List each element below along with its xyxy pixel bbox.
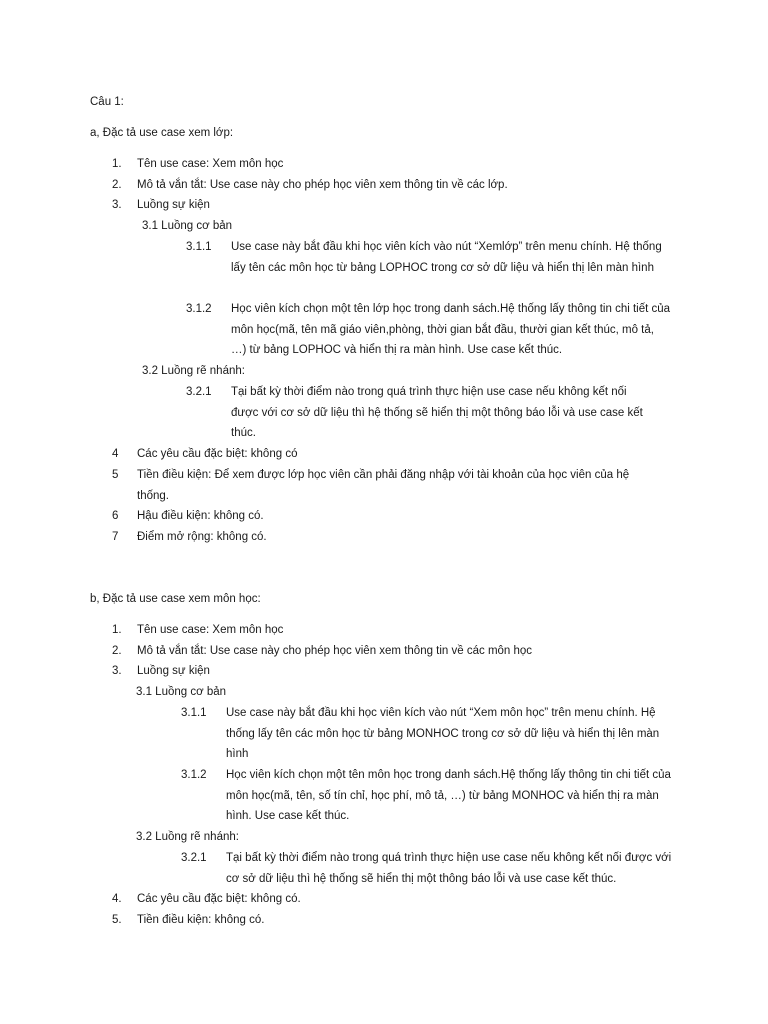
step-text: Học viên kích chọn một tên lớp học trong danh sách.Hệ thống lấy thông tin chi tiết của môn học(mã, tên mã giáo viên,phòng, thời gian bắt đầu, thười gian kết thúc, mô tả, …) từ bảng LOPHOC và hiển thị ra màn hình. Use case kết thúc.: [231, 303, 671, 356]
section-a-subheading-3-2: 3.2 Luồng rẽ nhánh:: [142, 365, 245, 377]
section-a-step-3-2-1: [186, 382, 686, 444]
question-heading: Câu 1:: [90, 96, 124, 108]
list-number: 4: [112, 448, 119, 460]
list-number: 2.: [112, 645, 122, 657]
list-text: Điểm mở rộng: không có.: [137, 531, 267, 543]
step-number: 3.1.1: [186, 241, 212, 253]
list-number: 1.: [112, 158, 122, 170]
list-number: 5: [112, 469, 119, 481]
step-number: 3.1.2: [186, 303, 212, 315]
section-a-step-3-1-2: [186, 299, 686, 361]
list-text: Các yêu cầu đặc biệt: không có: [137, 448, 298, 460]
list-number: 7: [112, 531, 119, 543]
list-text: Tiền điều kiện: Để xem được lớp học viên cần phải đăng nhập với tài khoản của học viên của hệ thống.: [137, 469, 630, 502]
list-number: 3.: [112, 665, 122, 677]
section-b-title: b, Đặc tả use case xem môn học:: [90, 593, 261, 605]
step-text: Tại bất kỳ thời điểm nào trong quá trình thực hiện use case nếu không kết nối được với cơ sở dữ liệu thì hệ thống sẽ hiển thị một thông báo lỗi và use case kết thúc.: [226, 852, 672, 885]
list-number: 1.: [112, 624, 122, 636]
step-text: Tại bất kỳ thời điểm nào trong quá trình thực hiện use case nếu không kết nối được với cơ sở dữ liệu thì hệ thống sẽ hiển thị một thông báo lỗi và use case kết thúc.: [231, 386, 643, 439]
section-a-subheading-3-1: 3.1 Luồng cơ bản: [142, 220, 233, 232]
section-a-title: a, Đặc tả use case xem lớp:: [90, 127, 234, 139]
list-text: Mô tả vắn tắt: Use case này cho phép học viên xem thông tin về các lớp.: [137, 179, 508, 191]
list-number: 5.: [112, 914, 122, 926]
list-number: 6: [112, 510, 119, 522]
list-text: Các yêu cầu đặc biệt: không có.: [137, 893, 301, 905]
section-b-step-3-1-1: [181, 703, 686, 765]
step-number: 3.1.1: [181, 707, 207, 719]
list-text: Luồng sự kiện: [137, 665, 210, 677]
section-b-subheading-3-1: 3.1 Luồng cơ bản: [136, 686, 227, 698]
list-text: Mô tả vắn tắt: Use case này cho phép học viên xem thông tin về các môn học: [137, 645, 533, 657]
list-text: Hậu điều kiện: không có.: [137, 510, 264, 522]
list-text: Luồng sự kiện: [137, 199, 210, 211]
section-b-subheading-3-2: 3.2 Luồng rẽ nhánh:: [136, 831, 239, 843]
list-text: Tên use case: Xem môn học: [137, 624, 284, 636]
step-number: 3.1.2: [181, 769, 207, 781]
step-number: 3.2.1: [186, 386, 212, 398]
list-number: 4.: [112, 893, 122, 905]
section-b-step-3-2-1: [181, 848, 686, 889]
list-text: Tiền điều kiện: không có.: [137, 914, 265, 926]
step-text: Học viên kích chọn một tên môn học trong danh sách.Hệ thống lấy thông tin chi tiết của môn học(mã, tên, số tín chỉ, học phí, mô tả, …) từ bảng MONHOC và hiển thị ra màn hình. Use case kết thúc.: [226, 769, 671, 822]
section-a-step-3-1-1: [186, 237, 686, 299]
step-text: Use case này bắt đầu khi học viên kích vào nút “Xem môn học” trên menu chính. Hệ thống lấy tên các môn học từ bảng MONHOC trong cơ sở dữ liệu và hiển thị lên màn hình: [226, 707, 660, 760]
list-text: Tên use case: Xem môn học: [137, 158, 284, 170]
section-a-item-5: [112, 465, 652, 506]
list-number: 3.: [112, 199, 122, 211]
section-b-step-3-1-2: [181, 765, 686, 827]
step-number: 3.2.1: [181, 852, 207, 864]
step-text: Use case này bắt đầu khi học viên kích vào nút “Xemlớp” trên menu chính. Hệ thống lấy tên các môn học từ bảng LOPHOC trong cơ sở dữ liệu và hiển thị lên màn hình: [231, 241, 662, 274]
list-number: 2.: [112, 179, 122, 191]
